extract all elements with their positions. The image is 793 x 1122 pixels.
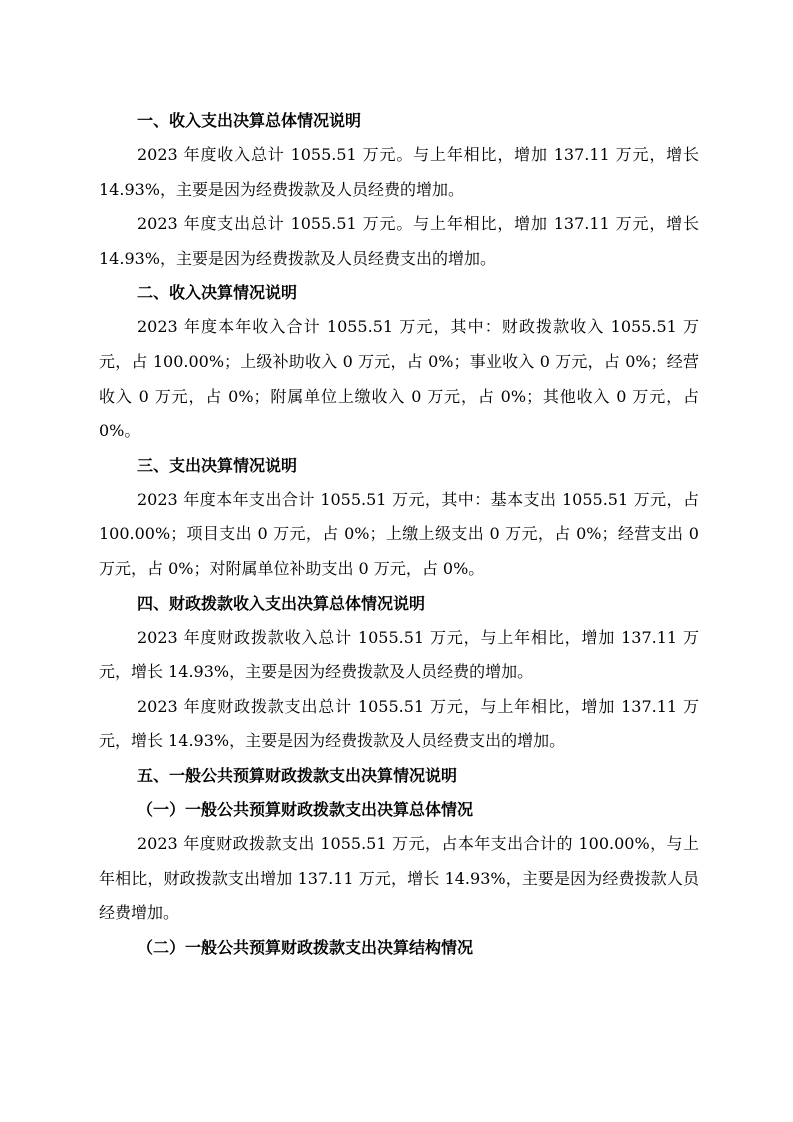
paragraph: 2023 年度财政拨款支出总计 1055.51 万元，与上年相比，增加 137.11 万元，增长 14.93%，主要是因为经费拨款及人员经费支出的增加。 xyxy=(99,696,699,751)
document-body xyxy=(99,104,699,965)
paragraph: 2023 年度本年收入合计 1055.51 万元，其中：财政拨款收入 1055.51 万元，占 100.00%；上级补助收入 0 万元，占 0%；事业收入 0 万元，占 0%；经营收入 0 万元，占 0%；附属单位上缴收入 0 万元，占 0%；其他收入 0 万元，占 0%。 xyxy=(99,317,699,441)
section-heading: 二、收入决算情况说明 xyxy=(137,283,298,303)
section-heading: 四、财政拨款收入支出决算总体情况说明 xyxy=(137,593,426,613)
section-heading: 三、支出决算情况说明 xyxy=(137,455,298,475)
subsection-heading: （一）一般公共预算财政拨款支出决算总体情况 xyxy=(137,799,474,819)
section-heading: 一、收入支出决算总体情况说明 xyxy=(137,111,362,130)
paragraph: 2023 年度收入总计 1055.51 万元。与上年相比，增加 137.11 万元，增长 14.93%，主要是因为经费拨款及人员经费的增加。 xyxy=(99,145,699,199)
paragraph: 2023 年度本年支出合计 1055.51 万元，其中：基本支出 1055.51 万元，占 100.00%；项目支出 0 万元，占 0%；上缴上级支出 0 万元，占 0%；经营支出 0 万元，占 0%；对附属单位补助支出 0 万元，占 0%。 xyxy=(99,489,699,578)
section-heading: 五、一般公共预算财政拨款支出决算情况说明 xyxy=(137,765,458,785)
paragraph: 2023 年度财政拨款支出 1055.51 万元，占本年支出合计的 100.00%，与上年相比，财政拨款支出增加 137.11 万元，增长 14.93%，主要是因为经费拨款人员经费增加。 xyxy=(99,833,699,923)
paragraph: 2023 年度支出总计 1055.51 万元。与上年相比，增加 137.11 万元，增长 14.93%，主要是因为经费拨款及人员经费支出的增加。 xyxy=(99,214,699,268)
paragraph: 2023 年度财政拨款收入总计 1055.51 万元，与上年相比，增加 137.11 万元，增长 14.93%，主要是因为经费拨款及人员经费的增加。 xyxy=(99,627,699,682)
subsection-heading: （二）一般公共预算财政拨款支出决算结构情况 xyxy=(137,937,474,957)
